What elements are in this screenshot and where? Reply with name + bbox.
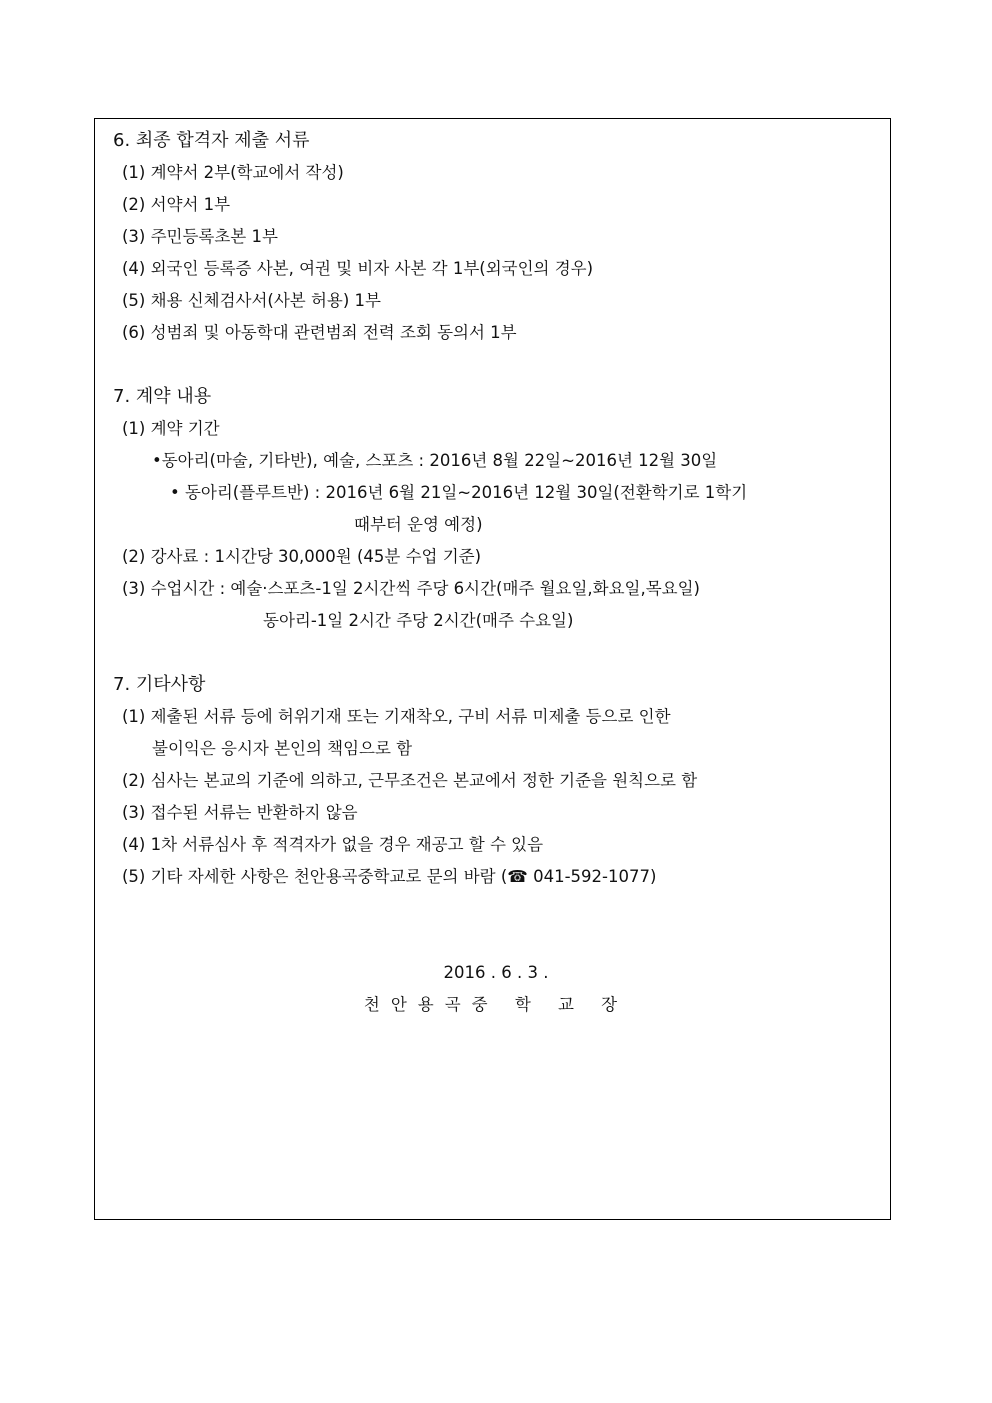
contract-period-bullet-2: • 동아리(플루트반) : 2016년 6월 21일~2016년 12월 30일(전환학기로 1학기 (170, 483, 748, 502)
contract-period-label: (1) 계약 기간 (122, 419, 220, 438)
lecture-fee: (2) 강사료 : 1시간당 30,000원 (45분 수업 기준) (122, 547, 482, 566)
section6-item-4: (4) 외국인 등록증 사본, 여권 및 비자 사본 각 1부(외국인의 경우) (122, 259, 594, 278)
section7-other-heading: 7. 기타사항 (113, 674, 206, 695)
other-item-3: (3) 접수된 서류는 반환하지 않음 (122, 803, 358, 822)
other-item-2: (2) 심사는 본교의 기준에 의하고, 근무조건은 본교에서 정한 기준을 원칙으로 함 (122, 771, 698, 790)
section7-contract-heading: 7. 계약 내용 (113, 386, 212, 407)
section6-item-6: (6) 성범죄 및 아동학대 관련범죄 전력 조회 동의서 1부 (122, 323, 517, 342)
principal-signature: 천안용곡중 학 교 장 (363, 995, 629, 1014)
notice-date: 2016 . 6 . 3 . (443, 963, 549, 982)
other-item-4: (4) 1차 서류심사 후 적격자가 없을 경우 재공고 할 수 있음 (122, 835, 544, 854)
section6-heading: 6. 최종 합격자 제출 서류 (113, 130, 310, 151)
class-hours: (3) 수업시간 : 예술·스포츠-1일 2시간씩 주당 6시간(매주 월요일,화요일,목요일) (122, 579, 700, 598)
contract-period-bullet-2-cont: 때부터 운영 예정) (354, 515, 483, 534)
other-item-1-cont: 불이익은 응시자 본인의 책임으로 함 (152, 739, 413, 758)
document-frame (94, 118, 891, 1220)
contract-period-bullet-1: •동아리(마술, 기타반), 예술, 스포츠 : 2016년 8월 22일~2016년 12월 30일 (152, 451, 718, 470)
section6-item-5: (5) 채용 신체검사서(사본 허용) 1부 (122, 291, 381, 310)
other-item-5: (5) 기타 자세한 사항은 천안용곡중학교로 문의 바람 (☎ 041-592-1077) (122, 867, 657, 886)
other-item-1: (1) 제출된 서류 등에 허위기재 또는 기재착오, 구비 서류 미제출 등으로 인한 (122, 707, 671, 726)
section6-item-2: (2) 서약서 1부 (122, 195, 231, 214)
section6-item-3: (3) 주민등록초본 1부 (122, 227, 278, 246)
class-hours-cont: 동아리-1일 2시간 주당 2시간(매주 수요일) (263, 611, 574, 630)
section6-item-1: (1) 계약서 2부(학교에서 작성) (122, 163, 344, 182)
